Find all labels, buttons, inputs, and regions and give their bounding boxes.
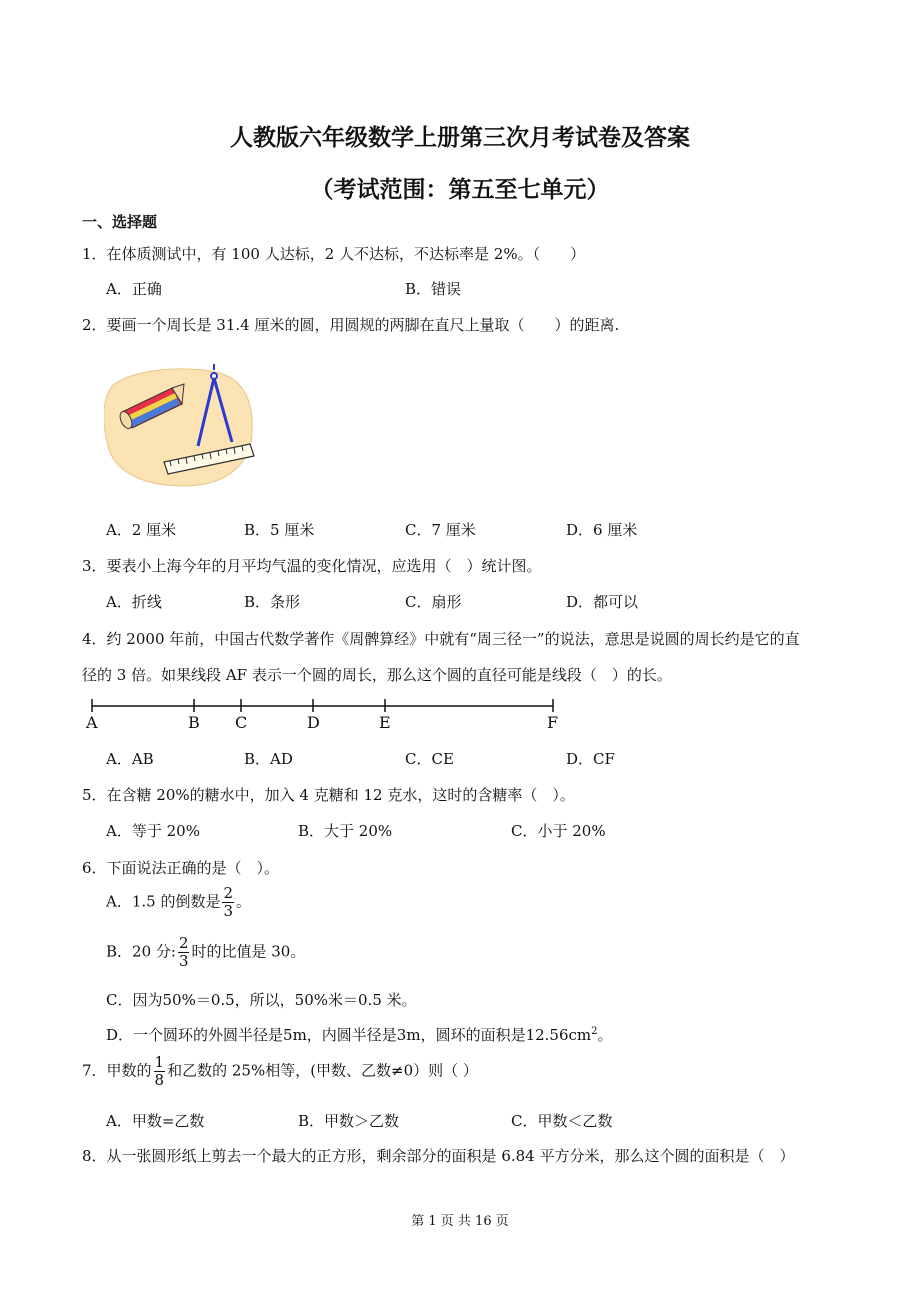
fraction-numerator: 2 xyxy=(178,934,189,952)
q1-option-b: B．错误 xyxy=(405,280,462,298)
segment-af-diagram xyxy=(88,696,558,736)
q5-option-c: C．小于 20% xyxy=(511,822,606,840)
question-4-stem-line2: 径的 3 倍。如果线段 AF 表示一个圆的周长，那么这个圆的直径可能是线段（ ）的长。 xyxy=(82,666,672,684)
point-label-a: A xyxy=(86,713,98,732)
page-number: 第 1 页 共 16 页 xyxy=(411,1214,509,1229)
q6-option-a-text: A．1.5 的倒数是 xyxy=(106,892,221,911)
fraction xyxy=(222,886,234,919)
q6-option-b xyxy=(106,936,305,969)
q6-option-d-tail: 。 xyxy=(597,1026,613,1044)
point-label-d: D xyxy=(307,713,320,732)
section-heading: 一、选择题 xyxy=(82,213,158,231)
q3-option-a: A．折线 xyxy=(106,593,162,611)
q4-option-b: B．AD xyxy=(244,750,293,768)
question-8-stem: 8．从一张圆形纸上剪去一个最大的正方形，剩余部分的面积是 6.84 平方分米，那么这个圆的面积是（ ） xyxy=(82,1147,795,1165)
q6-option-d-text: D．一个圆环的外圆半径是5m，内圆半径是3m，圆环的面积是12.56cm xyxy=(106,1026,592,1044)
q2-option-a: A．2 厘米 xyxy=(106,521,177,539)
question-3-stem: 3．要表小上海今年的月平均气温的变化情况，应选用（ ）统计图。 xyxy=(82,557,542,575)
question-6-stem: 6．下面说法正确的是（ ）。 xyxy=(82,859,280,877)
q3-option-b: B．条形 xyxy=(244,593,301,611)
q7-stem-text: 7．甲数的 xyxy=(82,1061,152,1080)
q3-option-d: D．都可以 xyxy=(566,593,639,611)
fraction xyxy=(178,936,190,969)
question-2-stem: 2．要画一个周长是 31.4 厘米的圆，用圆规的两脚在直尺上量取（ ）的距离. xyxy=(82,316,620,334)
q2-option-b: B．5 厘米 xyxy=(244,521,315,539)
q1-option-a: A．正确 xyxy=(106,280,162,298)
q2-option-d: D．6 厘米 xyxy=(566,521,638,539)
compass-ruler-illustration xyxy=(104,362,256,490)
q6-option-d xyxy=(106,1024,613,1045)
point-label-e: E xyxy=(379,713,391,732)
question-4-stem-line1: 4．约 2000 年前，中国古代数学著作《周髀算经》中就有“周三径一”的说法，意思是说圆的周长约是它的直 xyxy=(82,630,800,648)
point-label-f: F xyxy=(547,713,559,732)
point-label-c: C xyxy=(235,713,248,732)
q6-option-b-tail: 时的比值是 30。 xyxy=(191,942,306,961)
q4-option-c: C．CE xyxy=(405,750,454,768)
q5-option-a: A．等于 20% xyxy=(106,822,200,840)
fraction-numerator: 2 xyxy=(223,884,234,902)
q6-option-c: C．因为50%＝0.5，所以，50%米＝0.5 米。 xyxy=(106,991,417,1009)
q3-option-c: C．扇形 xyxy=(405,593,462,611)
q7-option-b: B．甲数＞乙数 xyxy=(298,1112,400,1130)
fraction-numerator: 1 xyxy=(154,1053,165,1071)
fraction-denominator: 3 xyxy=(223,902,234,920)
q6-option-a xyxy=(106,886,251,919)
fraction xyxy=(154,1055,166,1088)
fraction-denominator: 8 xyxy=(154,1071,165,1089)
q4-option-a: A．AB xyxy=(106,750,154,768)
question-1-stem: 1．在体质测试中，有 100 人达标，2 人不达标，不达标率是 2%。（ ） xyxy=(82,245,586,263)
question-7-stem xyxy=(82,1055,478,1088)
q6-option-b-text: B．20 分: xyxy=(106,942,176,961)
question-5-stem: 5．在含糖 20%的糖水中，加入 4 克糖和 12 克水，这时的含糖率（ ）。 xyxy=(82,786,575,804)
superscript: 2 xyxy=(591,1026,598,1037)
q7-option-a: A．甲数=乙数 xyxy=(106,1112,205,1130)
q6-option-a-tail: 。 xyxy=(236,892,252,911)
fraction-denominator: 3 xyxy=(178,952,189,970)
point-label-b: B xyxy=(188,713,200,732)
page-title: 人教版六年级数学上册第三次月考试卷及答案 xyxy=(230,124,690,151)
q2-option-c: C．7 厘米 xyxy=(405,521,476,539)
q7-option-c: C．甲数＜乙数 xyxy=(511,1112,613,1130)
q7-stem-tail: 和乙数的 25%相等，(甲数、乙数≠0）则（ ） xyxy=(167,1061,478,1080)
page-subtitle: （考试范围：第五至七单元） xyxy=(310,176,610,203)
q4-option-d: D．CF xyxy=(566,750,615,768)
q5-option-b: B．大于 20% xyxy=(298,822,393,840)
